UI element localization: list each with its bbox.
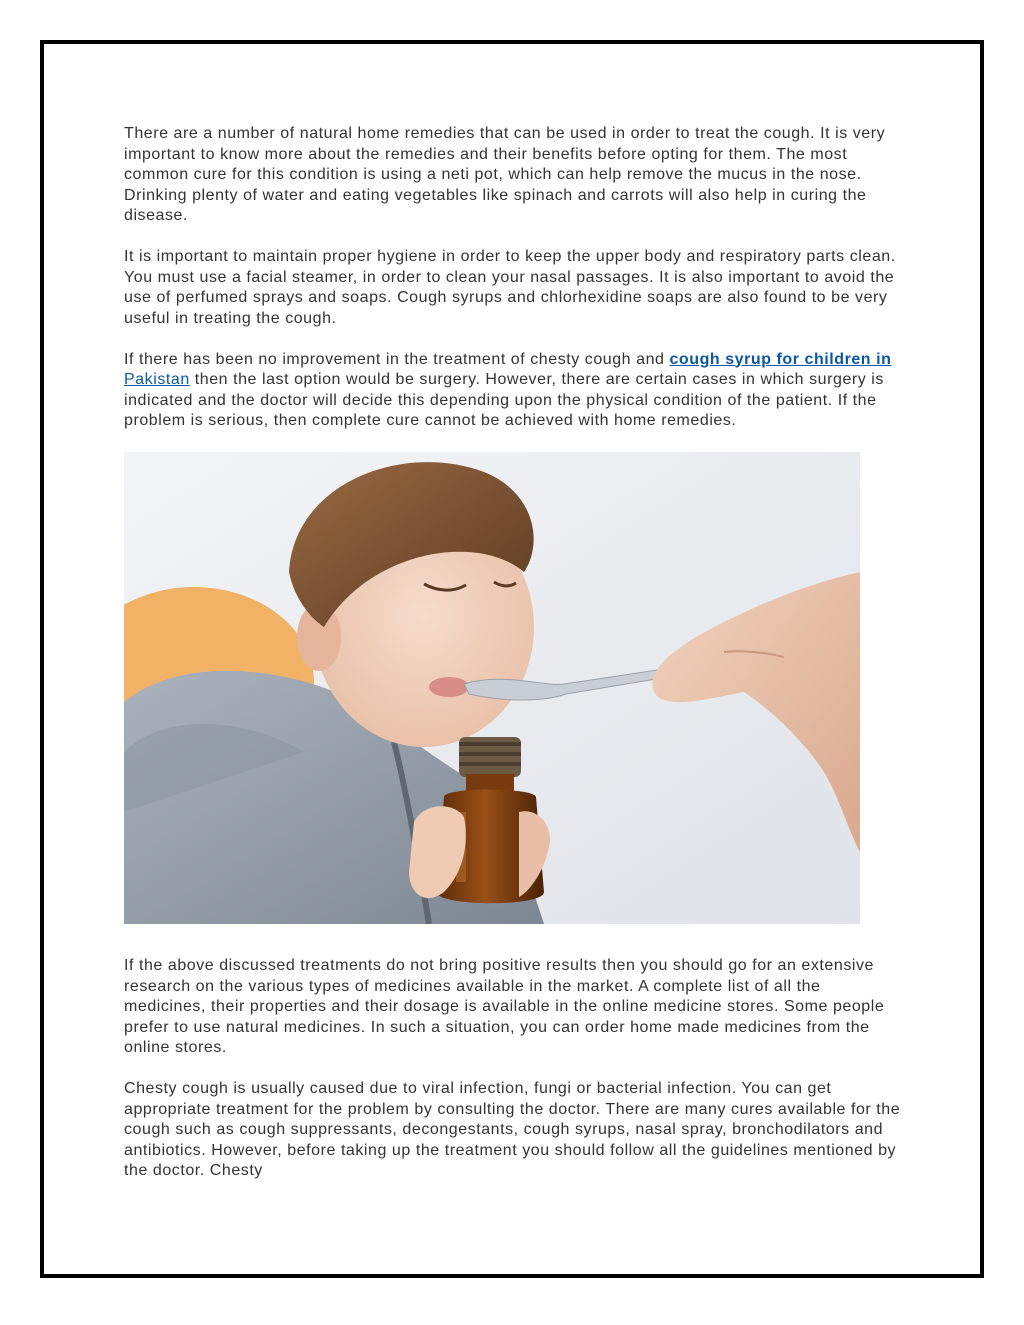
- document-body: [124, 124, 904, 1202]
- paragraph-2: It is important to maintain proper hygiene in order to keep the upper body and respiratory parts clean. You must use a facial steamer, in order to clean your nasal passages. It is also important to avoid the use of perfumed sprays and soaps. Cough syrups and chlorhexidine soaps are also found to be very useful in treating the cough.: [124, 248, 896, 327]
- paragraph-3-text-before: If there has been no improvement in the treatment of chesty cough and: [124, 350, 670, 368]
- paragraph-3-text-after: then the last option would be surgery. However, there are certain cases in which surgery is indicated and the doctor will decide this depending upon the physical condition of the patient. If the problem is serious, then complete cure cannot be achieved with home remedies.: [124, 371, 884, 429]
- paragraph-1: There are a number of natural home remedies that can be used in order to treat the cough. It is very important to know more about the remedies and their benefits before opting for them. The most common cure for this condition is using a neti pot, which can help remove the mucus in the nose. Drinking plenty of water and eating vegetables like spinach and carrots will also help in curing the disease.: [124, 125, 886, 224]
- pakistan-link[interactable]: Pakistan: [124, 371, 190, 388]
- paragraph-4: If the above discussed treatments do not bring positive results then you should go for an extensive research on the various types of medicines available in the market. A complete list of all the medicines, their properties and their dosage is available in the online medicine stores. Some people prefer to use natural medicines. In such a situation, you can order home made medicines from the online stores.: [124, 957, 885, 1056]
- cough-syrup-link[interactable]: cough syrup for children in: [669, 350, 892, 368]
- paragraph-5: Chesty cough is usually caused due to viral infection, fungi or bacterial infection. You can get appropriate treatment for the problem by consulting the doctor. There are many cures available for the cough such as cough suppressants, decongestants, cough syrups, nasal spray, bronchodilators and antibiotics. However, before taking up the treatment you should follow all the guidelines mentioned by the doctor. Chesty: [124, 1080, 901, 1179]
- page-frame: [40, 40, 984, 1278]
- paragraph-3: [124, 350, 904, 432]
- child-taking-cough-syrup-photo: [124, 452, 860, 924]
